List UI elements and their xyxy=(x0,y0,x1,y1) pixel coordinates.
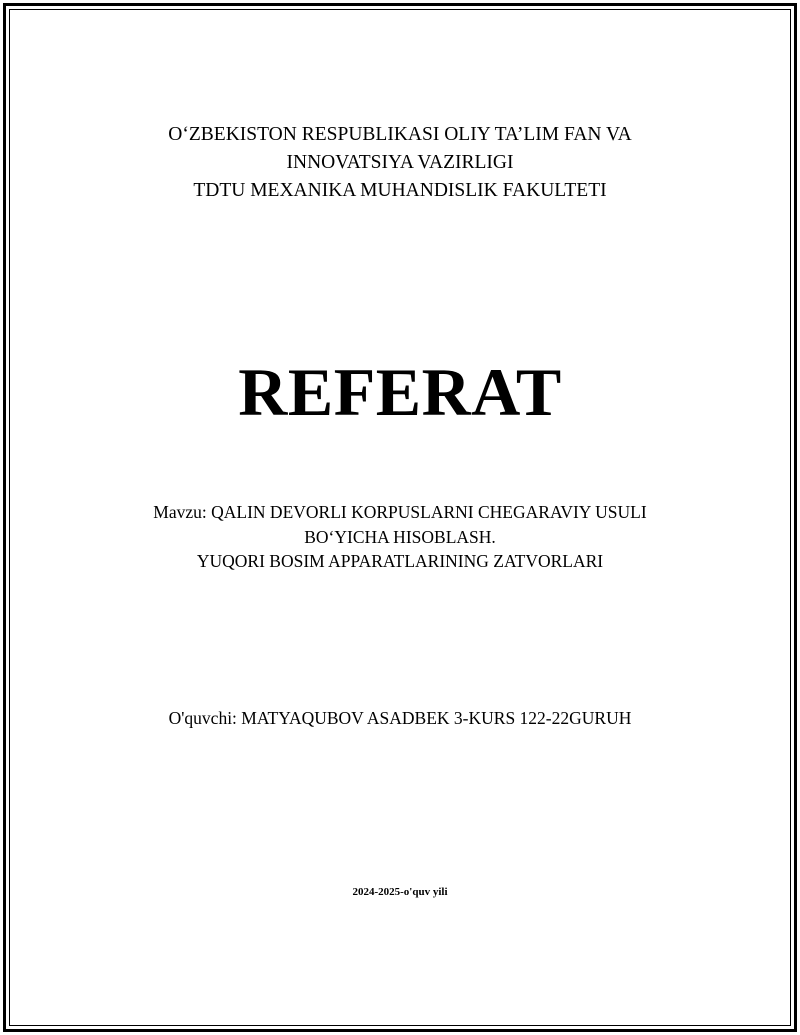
topic-line-1: Mavzu: QALIN DEVORLI KORPUSLARNI CHEGARAVIY USULI xyxy=(153,502,647,522)
document-title: REFERAT xyxy=(238,354,562,430)
topic-line-3: YUQORI BOSIM APPARATLARINING ZATVORLARI xyxy=(196,551,604,571)
institution-header xyxy=(0,121,800,205)
header-line-ministry: O‘ZBEKISTON RESPUBLIKASI OLIY TA’LIM FAN VA xyxy=(168,124,632,145)
header-line-ministry-cont: INNOVATSIYA VAZIRLIGI xyxy=(286,152,514,173)
topic-block xyxy=(0,500,800,574)
topic-line-2: BO‘YICHA HISOBLASH. xyxy=(304,526,496,547)
academic-year: 2024-2025-o'quv yili xyxy=(352,886,448,898)
student-info: O'quvchi: MATYAQUBOV ASADBEK 3-KURS 122-22GURUH xyxy=(168,708,632,728)
header-line-faculty: TDTU MEXANIKA MUHANDISLIK FAKULTETI xyxy=(193,180,607,201)
